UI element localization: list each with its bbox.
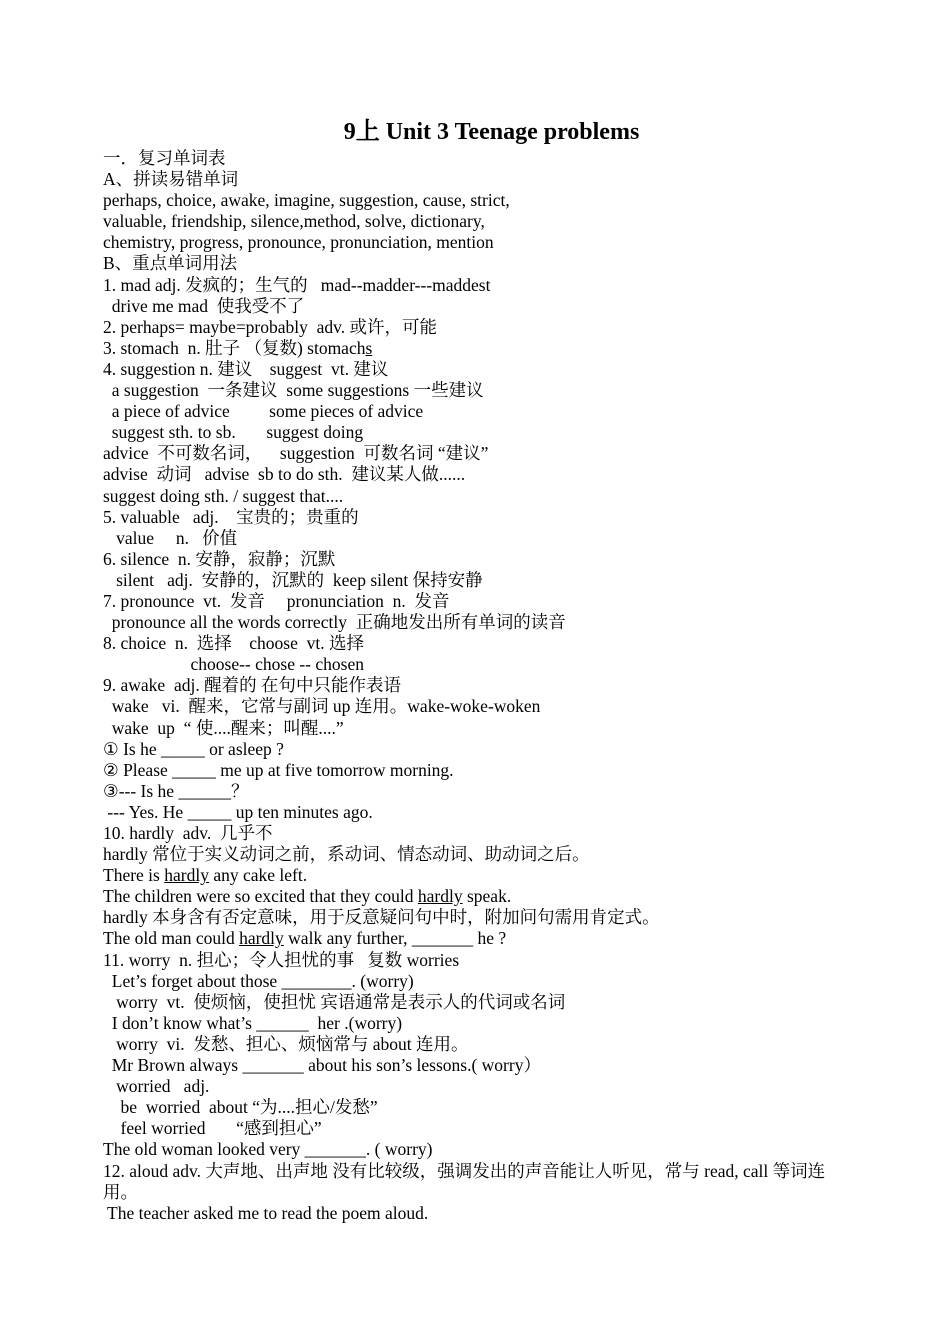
text-line: advice 不可数名词， suggestion 可数名词 “建议” [103, 443, 489, 464]
text-line: 4. suggestion n. 建议 suggest vt. 建议 [103, 358, 389, 379]
subsection-heading: B、重点单词用法 [103, 253, 238, 274]
page-title: 9上 Unit 3 Teenage problems [343, 119, 640, 145]
text-segment: any cake left. [208, 865, 308, 886]
exercise-line: --- Yes. He _____ up ten minutes ago. [103, 801, 373, 822]
word-list-line: chemistry, progress, pronounce, pronunciation, mention [103, 232, 494, 253]
text-segment: walk any further, _______ he ? [283, 928, 507, 949]
text-line: pronounce all the words correctly 正确地发出所有单词的读音 [103, 612, 566, 633]
text-line: suggest doing sth. / suggest that.... [103, 485, 344, 506]
text-line: wake up “ 使....醒来；叫醒....” [103, 717, 344, 738]
text-segment: The children were so excited that they could [103, 886, 418, 907]
text-line: 8. choice n. 选择 choose vt. 选择 [103, 633, 364, 654]
text-line: feel worried “感到担心” [103, 1118, 322, 1139]
exercise-line: Let’s forget about those ________. (worry) [103, 970, 414, 991]
text-line: silent adj. 安静的，沉默的 keep silent 保持安静 [103, 569, 483, 590]
text-line: 1. mad adj. 发疯的；生气的 mad--madder---maddest [103, 274, 491, 295]
text-line: 6. silence n. 安静，寂静；沉默 [103, 548, 336, 569]
text-line: worried adj. [103, 1076, 210, 1097]
exercise-line: ③--- Is he ______？ [103, 780, 249, 801]
exercise-line: ② Please _____ me up at five tomorrow morning. [103, 759, 454, 780]
underlined-text: hardly [417, 886, 463, 907]
exercise-line: ① Is he _____ or asleep ? [103, 738, 284, 759]
example-line [103, 886, 860, 907]
text-line: a piece of advice some pieces of advice [103, 401, 424, 422]
text-line: 2. perhaps= maybe=probably adv. 或许，可能 [103, 316, 438, 337]
subsection-heading: A、拼读易错单词 [103, 169, 239, 190]
text-line: suggest sth. to sb. suggest doing [103, 422, 364, 443]
exercise-line: The old woman looked very _______. ( worry) [103, 1139, 433, 1160]
text-line: hardly 本身含有否定意味，用于反意疑问句中时，附加问句需用肯定式。 [103, 907, 660, 928]
text-line: drive me mad 使我受不了 [103, 295, 305, 316]
text-line [103, 338, 860, 359]
text-line: 5. valuable adj. 宝贵的；贵重的 [103, 506, 359, 527]
text-line: 11. worry n. 担心；令人担忧的事 复数 worries [103, 949, 460, 970]
text-segment: 3. stomach n. 肚子 （复数) stomach [103, 337, 366, 358]
text-line: worry vi. 发愁、担心、烦恼常与 about 连用。 [103, 1033, 469, 1054]
document-body [103, 148, 860, 1224]
section-heading: 一．复习单词表 [103, 148, 226, 168]
text-line: a suggestion 一条建议 some suggestions 一些建议 [103, 380, 484, 401]
text-line: wake vi. 醒来，它常与副词 up 连用。wake-woke-woken [103, 696, 541, 717]
text-line: 9. awake adj. 醒着的 在句中只能作表语 [103, 675, 401, 696]
underlined-text: s [365, 337, 373, 358]
text-line: hardly 常位于实义动词之前，系动词、情态动词、助动词之后。 [103, 844, 590, 865]
text-line: choose-- chose -- chosen [103, 654, 364, 675]
text-line: be worried about “为....担心/发愁” [103, 1097, 378, 1118]
exercise-line: I don’t know what’s ______ her .(worry) [103, 1012, 403, 1033]
word-list-line: valuable, friendship, silence,method, solve, dictionary, [103, 211, 485, 232]
word-list-line: perhaps, choice, awake, imagine, suggestion, cause, strict, [103, 190, 510, 211]
example-line [103, 865, 860, 886]
text-line: worry vt. 使烦恼，使担忧 宾语通常是表示人的代词或名词 [103, 991, 566, 1012]
text-line: value n. 价值 [103, 527, 238, 548]
text-line: 12. aloud adv. 大声地、出声地 没有比较级，强调发出的声音能让人听见，常与 read, call 等词连用。 [103, 1160, 826, 1202]
text-segment: speak. [462, 886, 512, 907]
underlined-text: hardly [239, 928, 284, 949]
text-segment: There is [103, 865, 165, 886]
text-line: advise 动词 advise sb to do sth. 建议某人做...... [103, 464, 466, 485]
example-line: The teacher asked me to read the poem aloud. [103, 1202, 429, 1223]
text-line: 7. pronounce vt. 发音 pronunciation n. 发音 [103, 590, 450, 611]
text-segment: The old man could [103, 928, 240, 949]
exercise-line: Mr Brown always _______ about his son’s lessons.( worry） [103, 1055, 541, 1076]
underlined-text: hardly [164, 865, 209, 886]
text-line: 10. hardly adv. 几乎不 [103, 823, 273, 843]
example-line [103, 928, 860, 949]
